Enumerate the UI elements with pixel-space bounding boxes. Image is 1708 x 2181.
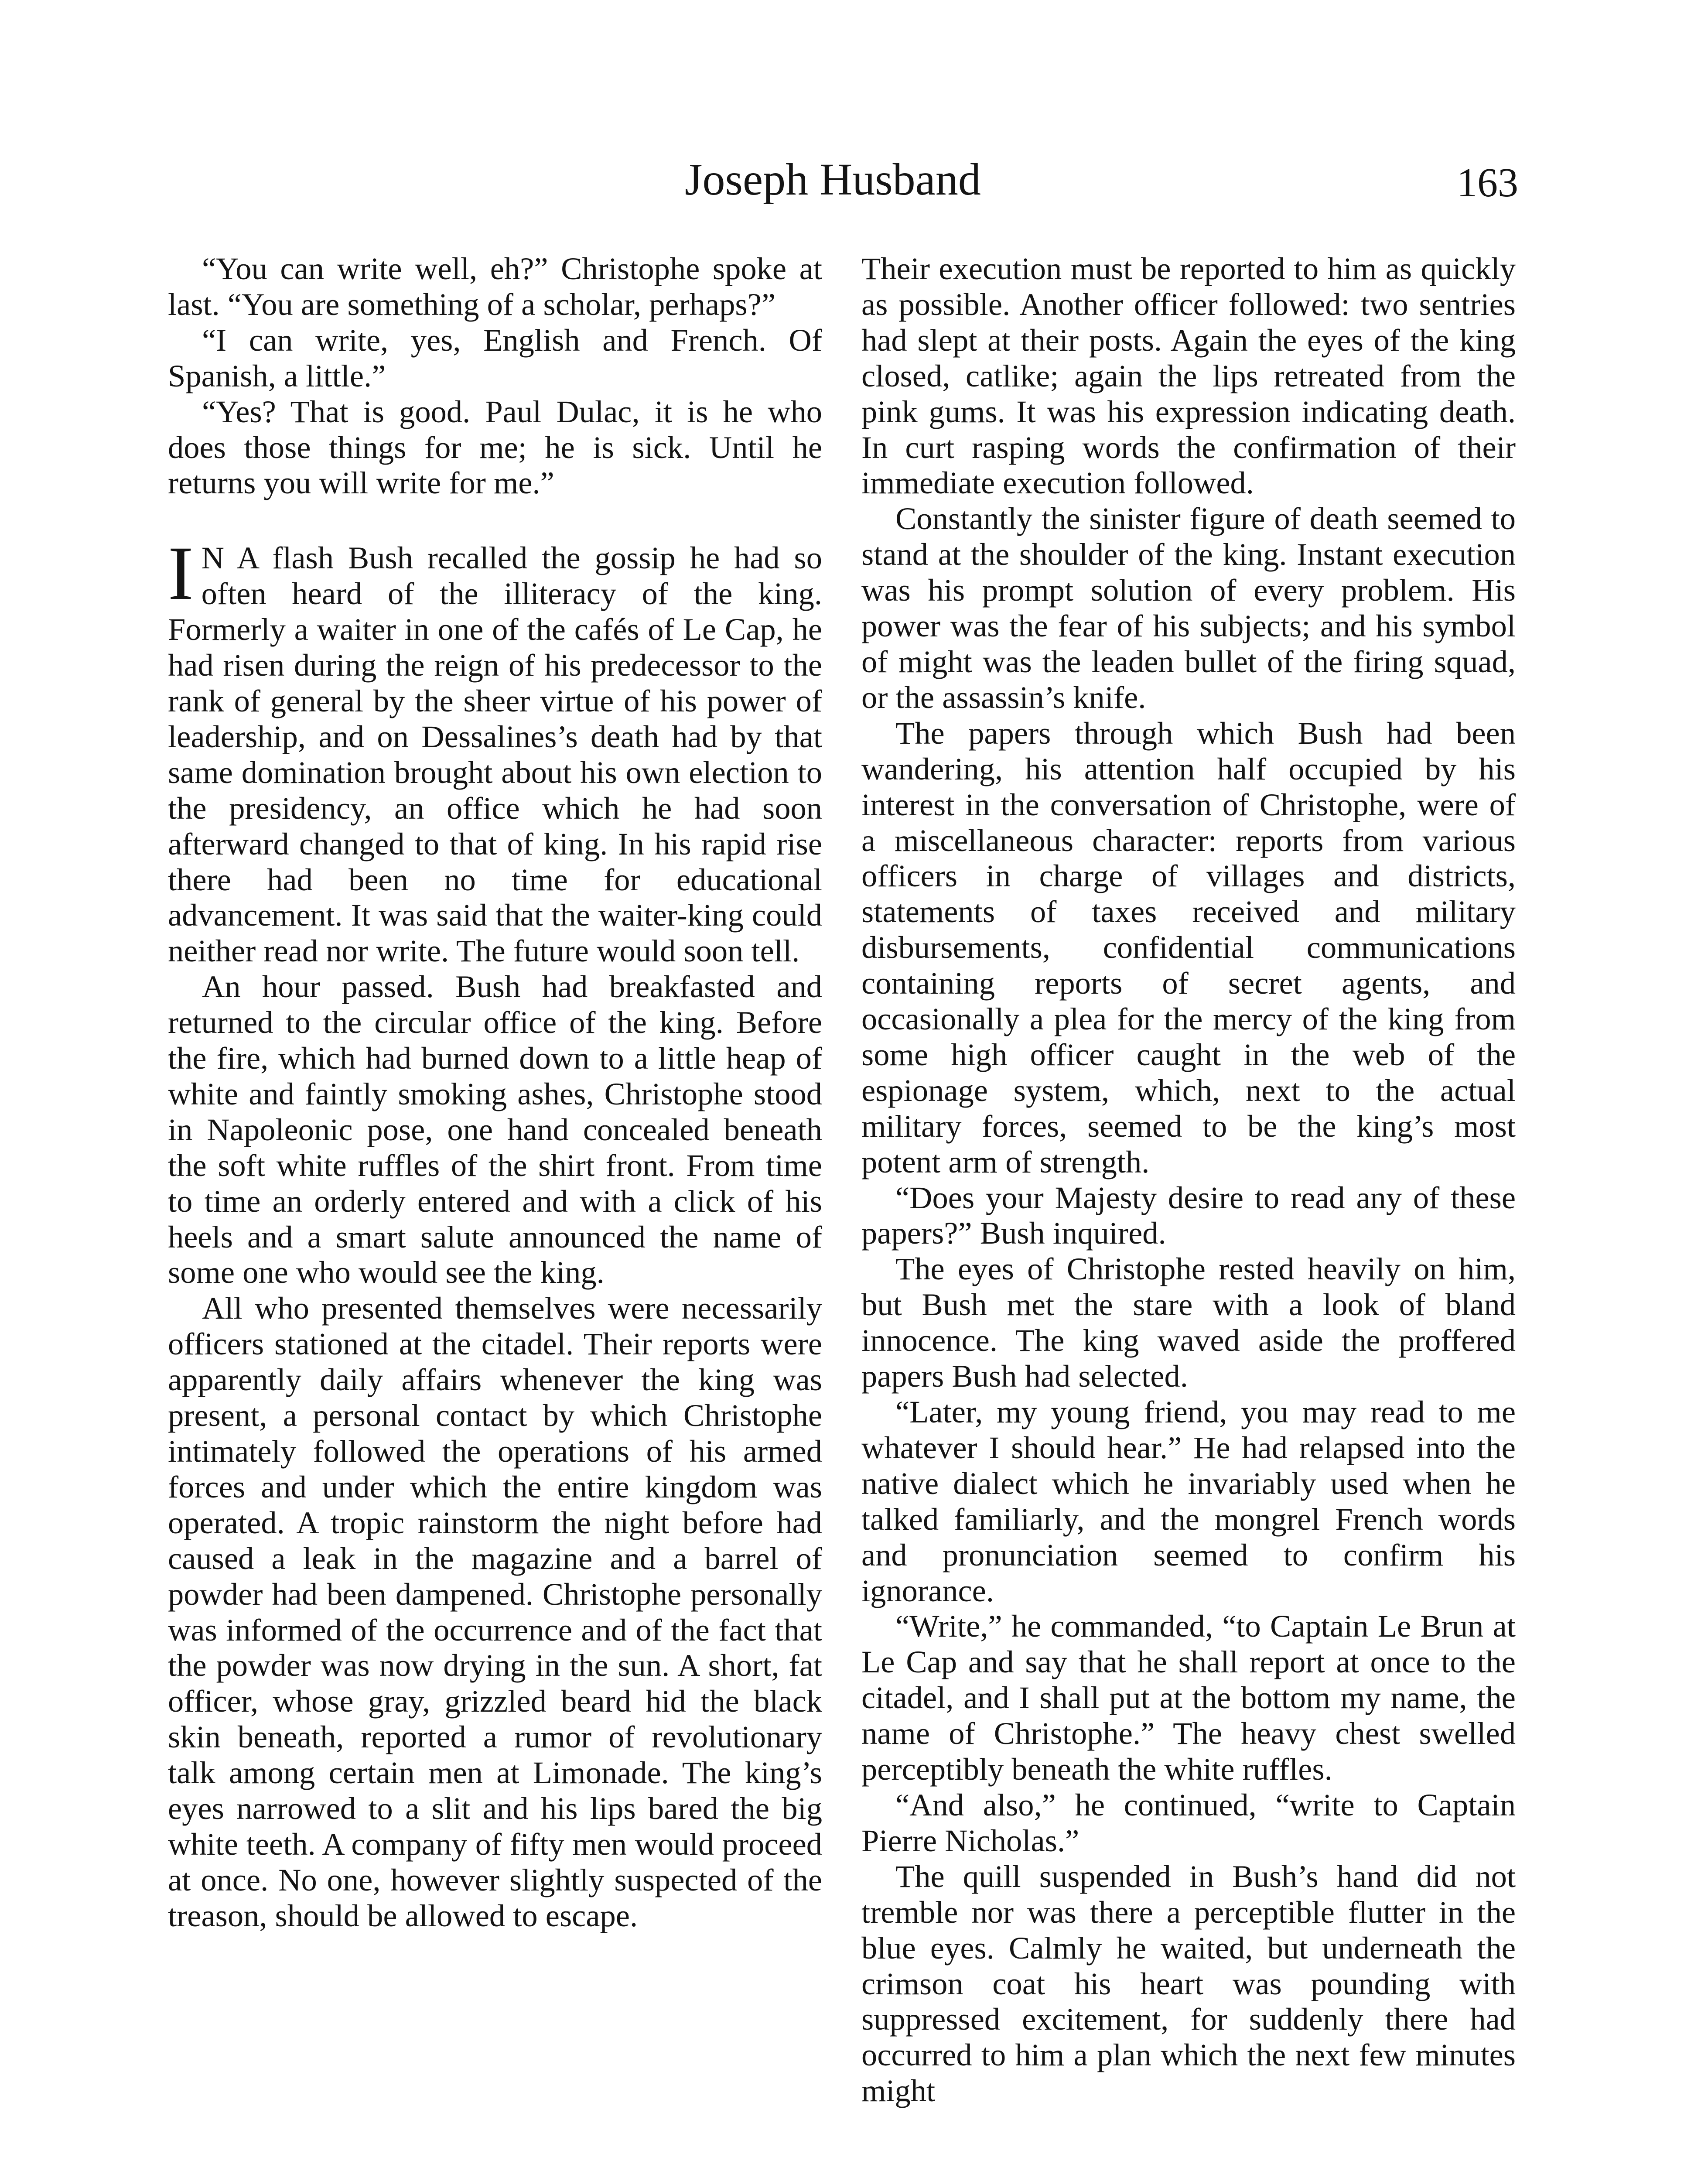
paragraph: “You can write well, eh?” Christophe spoke at last. “You are something of a scholar, perhaps?” [168,251,822,322]
page-number: 163 [1457,160,1518,205]
paragraph: “And also,” he continued, “write to Captain Pierre Nicholas.” [861,1787,1516,1858]
paragraph: “Write,” he commanded, “to Captain Le Brun at Le Cap and say that he shall report at once to the citadel, and I shall put at the bottom my name, the name of Christophe.” The heavy chest swelled perceptibly beneath the white ruffles. [861,1608,1516,1787]
paragraph: The quill suspended in Bush’s hand did not tremble nor was there a perceptible flutter in the blue eyes. Calmly he waited, but underneath the crimson coat his heart was pounding with suppressed excitement, for suddenly there had occurred to him a plan which the next few minutes might [861,1858,1516,2109]
running-title: Joseph Husband [685,154,981,205]
right-column [861,251,1516,2109]
paragraph: “Yes? That is good. Paul Dulac, it is he who does those things for me; he is sick. Until he returns you will write for me.” [168,393,822,501]
paragraph: An hour passed. Bush had breakfasted and returned to the circular office of the king. Before the fire, which had burned down to a little heap of white and faintly smoking ashes, Christophe stood in Napoleonic pose, one hand concealed beneath the soft white ruffles of the shirt front. From time to time an orderly entered and with a click of his heels and a smart salute announced the name of some one who would see the king. [168,969,822,1290]
drop-cap: I [168,531,194,616]
paragraph: The papers through which Bush had been wandering, his attention half occupied by his interest in the conversation of Christophe, were of a miscellaneous character: reports from various officers in charge of villages and districts, statements of taxes received and military disbursements, confidential communications containing reports of secret agents, and occasionally a plea for the mercy of the king from some high officer caught in the web of the espionage system, which, next to the actual military forces, seemed to be the king’s most potent arm of strength. [861,715,1516,1179]
section-text: flash Bush recalled the gossip he had so often heard of the illiteracy of the king. Formerly a waiter in one of the cafés of Le Cap, he had risen during the reign of his predecessor to the rank of general by the sheer virtue of his power of leadership, and on Dessalines’s death had by that same domination brought about his own election to the presidency, an office which he had soon afterward changed to that of king. In his rapid rise there had been no time for educational advancement. It was said that the waiter-king could neither read nor write. The future would soon tell. [168,540,823,969]
section-lead-in: N A [201,540,258,576]
paragraph: “Later, my young friend, you may read to me whatever I should hear.” He had relapsed into the native dialect which he invariably used when he talked familiarly, and the mongrel French words and pronunciation seemed to confirm his ignorance. [861,1394,1516,1608]
left-column [168,251,822,1934]
paragraph: “I can write, yes, English and French. Of Spanish, a little.” [168,322,822,393]
continued-paragraph: Their execution must be reported to him as quickly as possible. Another officer followed: two sentries had slept at their posts. Again the eyes of the king closed, catlike; again the lips retreated from the pink gums. It was his expression indicating death. In curt rasping words the confirmation of their immediate execution followed. [861,251,1516,501]
section-opening-paragraph [168,531,823,969]
paragraph: All who presented themselves were necessarily officers stationed at the citadel. Their reports were apparently daily affairs whenever the king was present, a personal contact by which Christophe intimately followed the operations of his armed forces and under which the entire kingdom was operated. A tropic rainstorm the night before had caused a leak in the magazine and a barrel of powder had been dampened. Christophe personally was informed of the occurrence and of the fact that the powder was now drying in the sun. A short, fat officer, whose gray, grizzled beard hid the black skin beneath, reported a rumor of revolutionary talk among certain men at Limonade. The king’s eyes narrowed to a slit and his lips bared the big white teeth. A company of fifty men would proceed at once. No one, however slightly suspected of the treason, should be allowed to escape. [168,1290,822,1933]
paragraph: The eyes of Christophe rested heavily on him, but Bush met the stare with a look of bland innocence. The king waved aside the proffered papers Bush had selected. [861,1251,1516,1394]
paragraph: Constantly the sinister figure of death seemed to stand at the shoulder of the king. Instant execution was his prompt solution of every problem. His power was the fear of his subjects; and his symbol of might was the leaden bullet of the firing squad, or the assassin’s knife. [861,501,1516,715]
paragraph: “Does your Majesty desire to read any of these papers?” Bush inquired. [861,1179,1516,1251]
